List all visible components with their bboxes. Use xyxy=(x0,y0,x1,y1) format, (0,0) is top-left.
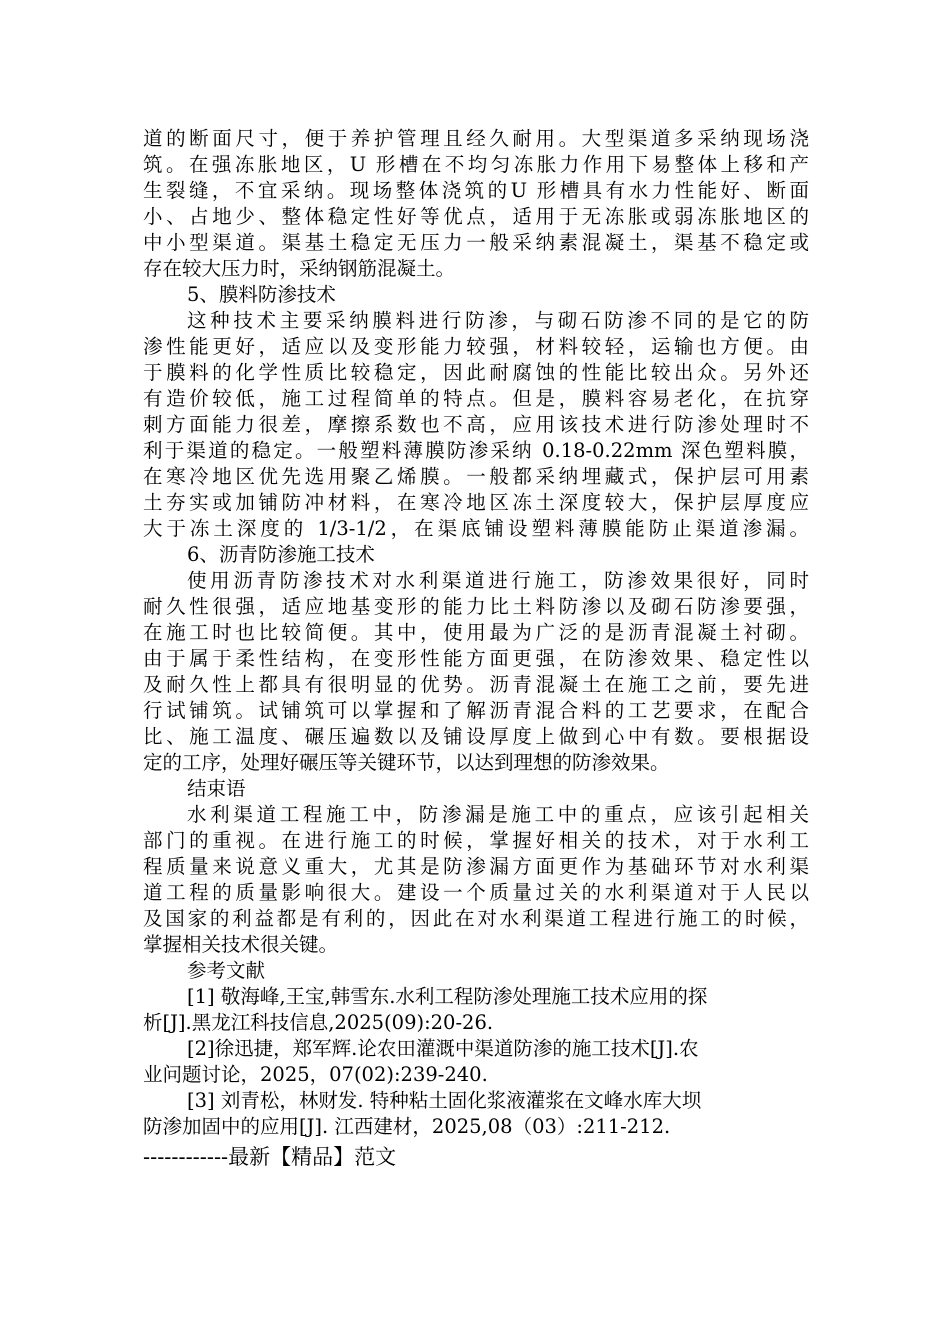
text-line: [2]徐迅捷，郑军辉.论农田灌溉中渠道防渗的施工技术[J].农 xyxy=(187,1037,699,1060)
text-line: 比、施工温度、碾压遍数以及铺设厚度上做到心中有数。要根据设 xyxy=(143,725,809,748)
text-line: 筑。在强冻胀地区，U 形槽在不均匀冻胀力作用下易整体上移和产 xyxy=(143,153,809,176)
text-line: 参考文献 xyxy=(187,959,266,982)
text-line: 刺方面能力很差，摩擦系数也不高，应用该技术进行防渗处理时不 xyxy=(143,413,809,436)
text-line: 定的工序，处理好碾压等关键环节，以达到理想的防渗效果。 xyxy=(143,751,670,774)
text-line: 掌握相关技术很关键。 xyxy=(143,933,339,956)
text-line: 土夯实或加铺防冲材料，在寒冷地区冻土深度较大，保护层厚度应 xyxy=(143,491,809,514)
text-line: 渗性能更好，适应以及变形能力较强，材料较轻，运输也方便。由 xyxy=(143,335,809,358)
text-line: 利于渠道的稳定。一般塑料薄膜防渗采纳 0.18-0.22mm 深色塑料膜， xyxy=(143,439,809,462)
text-line: 中小型渠道。渠基土稳定无压力一般采纳素混凝土，渠基不稳定或 xyxy=(143,231,809,254)
text-line: 道工程的质量影响很大。建设一个质量过关的水利渠道对于人民以 xyxy=(143,881,809,904)
text-line: 及耐久性上都具有很明显的优势。沥青混凝土在施工之前，要先进 xyxy=(143,673,809,696)
document-footer: ------------最新【精品】范文 xyxy=(143,1145,397,1169)
text-line: 道的断面尺寸，便于养护管理且经久耐用。大型渠道多采纳现场浇 xyxy=(143,127,809,150)
text-line: 存在较大压力时，采纳钢筋混凝土。 xyxy=(143,257,456,280)
text-line: 在寒冷地区优先选用聚乙烯膜。一般都采纳埋藏式，保护层可用素 xyxy=(143,465,809,488)
text-line: 大于冻土深度的 1/3-1/2，在渠底铺设塑料薄膜能防止渠道渗漏。 xyxy=(143,517,809,540)
text-line: 生裂缝，不宜采纳。现场整体浇筑的U 形槽具有水力性能好、断面 xyxy=(143,179,809,202)
text-line: 于膜料的化学性质比较稳定，因此耐腐蚀的性能比较出众。另外还 xyxy=(143,361,809,384)
text-line: 结束语 xyxy=(187,777,246,800)
text-line: 程质量来说意义重大，尤其是防渗漏方面更作为基础环节对水利渠 xyxy=(143,855,809,878)
text-line: 业问题讨论，2025，07(02):239-240. xyxy=(143,1063,488,1086)
text-line: 水利渠道工程施工中，防渗漏是施工中的重点，应该引起相关 xyxy=(187,803,809,826)
text-line: 6、沥青防渗施工技术 xyxy=(187,543,375,566)
text-line: 有造价较低，施工过程简单的特点。但是，膜料容易老化，在抗穿 xyxy=(143,387,809,410)
text-line: 由于属于柔性结构，在变形性能方面更强，在防渗效果、稳定性以 xyxy=(143,647,809,670)
text-line: 5、膜料防渗技术 xyxy=(187,283,336,306)
text-line: [3] 刘青松，林财发. 特种粘土固化浆液灌浆在文峰水库大坝 xyxy=(187,1089,702,1112)
text-line: 使用沥青防渗技术对水利渠道进行施工，防渗效果很好，同时 xyxy=(187,569,809,592)
text-line: 行试铺筑。试铺筑可以掌握和了解沥青混合料的工艺要求，在配合 xyxy=(143,699,809,722)
document-body xyxy=(143,126,809,1140)
text-line: [1] 敬海峰,王宝,韩雪东.水利工程防渗处理施工技术应用的探 xyxy=(187,985,708,1008)
text-line: 及国家的利益都是有利的，因此在对水利渠道工程进行施工的时候， xyxy=(143,907,809,930)
text-line: 部门的重视。在进行施工的时候，掌握好相关的技术，对于水利工 xyxy=(143,829,809,852)
text-line: 小、占地少、整体稳定性好等优点，适用于无冻胀或弱冻胀地区的 xyxy=(143,205,809,228)
text-line: 耐久性很强，适应地基变形的能力比土料防渗以及砌石防渗要强， xyxy=(143,595,809,618)
text-line: 这种技术主要采纳膜料进行防渗，与砌石防渗不同的是它的防 xyxy=(187,309,809,332)
text-line: 析[J].黑龙江科技信息,2025(09):20-26. xyxy=(143,1011,494,1034)
text-line: 防渗加固中的应用[J]. 江西建材，2025,08（03）:211-212. xyxy=(143,1115,671,1138)
text-line: 在施工时也比较简便。其中，使用最为广泛的是沥青混凝土衬砌。 xyxy=(143,621,809,644)
